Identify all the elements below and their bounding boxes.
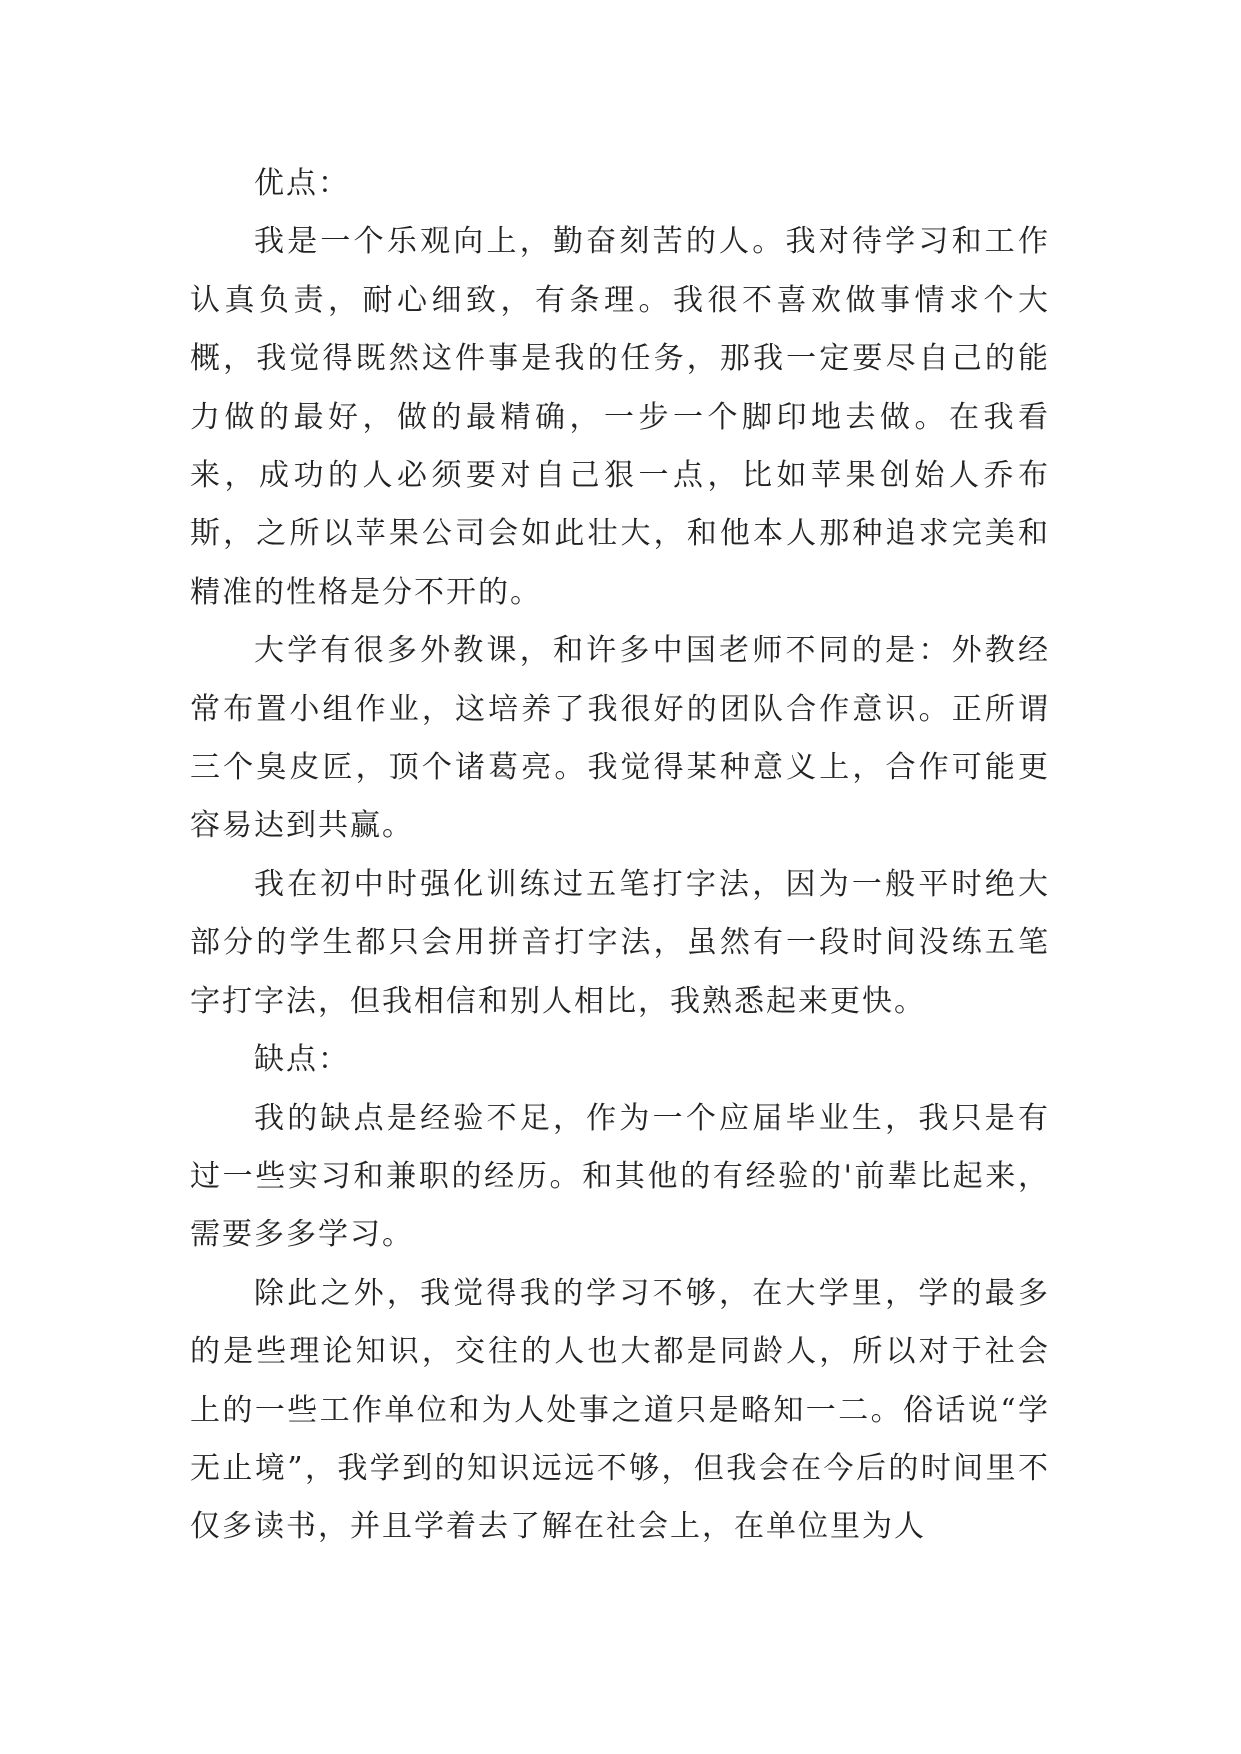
paragraph-strengths-teamwork: 大学有很多外教课，和许多中国老师不同的是：外教经常布置小组作业，这培养了我很好的团队合作意识。正所谓三个臭皮匠，顶个诸葛亮。我觉得某种意义上，合作可能更容易达到共赢。 [190, 633, 1050, 844]
paragraph-weaknesses-learning: 除此之外，我觉得我的学习不够，在大学里，学的最多的是些理论知识，交往的人也大都是同龄人，所以对于社会上的一些工作单位和为人处事之道只是略知一二。俗话说“学无止境”，我学到的知识远远不够，但我会在今后的时间里不仅多读书，并且学着去了解在社会上，在单位里为人 [190, 1275, 1050, 1545]
heading-weaknesses: 缺点： [254, 1042, 350, 1078]
paragraph-strengths-typing: 我在初中时强化训练过五笔打字法，因为一般平时绝大部分的学生都只会用拼音打字法，虽然有一段时间没练五笔字打字法，但我相信和别人相比，我熟悉起来更快。 [190, 866, 1050, 1019]
paragraph-weaknesses-experience: 我的缺点是经验不足，作为一个应届毕业生，我只是有过一些实习和兼职的经历。和其他的有经验的'前辈比起来，需要多多学习。 [190, 1100, 1050, 1253]
heading-strengths: 优点： [254, 166, 350, 201]
paragraph-strengths-attitude: 我是一个乐观向上，勤奋刻苦的人。我对待学习和工作认真负责，耐心细致，有条理。我很不喜欢做事情求个大概，我觉得既然这件事是我的任务，那我一定要尽自己的能力做的最好，做的最精确，一步一个脚印地去做。在我看来，成功的人必须要对自己狠一点，比如苹果创始人乔布斯，之所以苹果公司会如此壮大，和他本人那种追求完美和精准的性格是分不开的。 [190, 224, 1050, 610]
document-body [190, 155, 1050, 1557]
